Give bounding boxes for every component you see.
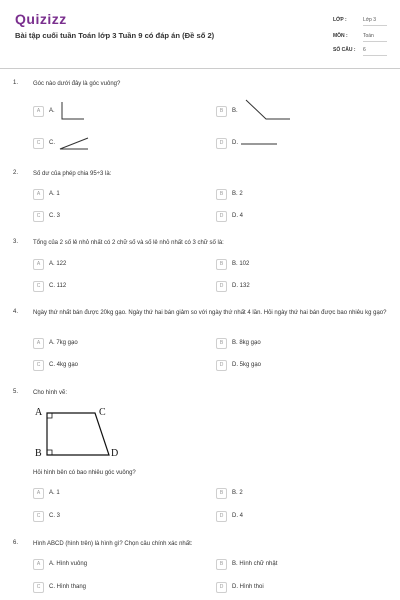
option-letter: D bbox=[216, 360, 227, 371]
option-text: C. Hình thang bbox=[49, 584, 87, 590]
option-text: A. 1 bbox=[49, 191, 60, 197]
acute-angle-icon bbox=[58, 136, 90, 152]
option-letter: C bbox=[33, 511, 44, 522]
header-divider bbox=[0, 68, 400, 69]
option-letter: A bbox=[33, 338, 44, 349]
option-text: B. 8kg gạo bbox=[232, 340, 261, 346]
option-letter: B bbox=[216, 189, 227, 200]
meta-key: LỚP : bbox=[333, 17, 347, 23]
option-text: B. Hình chữ nhật bbox=[232, 561, 278, 567]
option-text: B. bbox=[232, 108, 238, 114]
quizizz-logo: Quizizz bbox=[15, 11, 67, 27]
option-text: D. Hình thoi bbox=[232, 584, 264, 590]
option-letter: B bbox=[216, 488, 227, 499]
trapezoid-shape bbox=[33, 407, 123, 463]
option-text: A. Hình vuông bbox=[49, 561, 88, 567]
option-text: D. 4 bbox=[232, 213, 244, 219]
option-text: C. 3 bbox=[49, 513, 61, 519]
meta-key: MÔN : bbox=[333, 33, 348, 39]
option-text: D. 4 bbox=[232, 513, 244, 519]
vertex-label-b: B bbox=[35, 448, 42, 459]
option-letter: C bbox=[33, 281, 44, 292]
option-letter: D bbox=[216, 582, 227, 593]
option-text: A. 1 bbox=[49, 490, 60, 496]
option-text: C. bbox=[49, 140, 55, 146]
vertex-label-c: C bbox=[99, 407, 106, 418]
option-letter: C bbox=[33, 582, 44, 593]
option-text: D. 5kg gạo bbox=[232, 362, 262, 368]
option-letter: B bbox=[216, 259, 227, 270]
option-text: B. 102 bbox=[232, 261, 250, 267]
option-letter: B bbox=[216, 559, 227, 570]
meta-value: 6 bbox=[363, 47, 387, 56]
question-number: 2. bbox=[13, 170, 19, 176]
option-letter: C bbox=[33, 360, 44, 371]
option-letter: A bbox=[33, 559, 44, 570]
option-text: D. bbox=[232, 140, 238, 146]
option-letter: D bbox=[216, 511, 227, 522]
option-letter: A bbox=[33, 259, 44, 270]
option-letter: B bbox=[216, 338, 227, 349]
obtuse-angle-icon bbox=[244, 98, 292, 122]
question-text: Số dư của phép chia 95÷3 là: bbox=[33, 171, 112, 177]
question-number: 1. bbox=[13, 80, 19, 86]
question-number: 3. bbox=[13, 239, 19, 245]
question-text: Hỏi hình bên có bao nhiêu góc vuông? bbox=[33, 470, 136, 476]
straight-angle-icon bbox=[240, 141, 278, 147]
option-letter: D bbox=[216, 281, 227, 292]
option-letter: A bbox=[33, 189, 44, 200]
option-letter: D bbox=[216, 138, 227, 149]
option-letter: A bbox=[33, 106, 44, 117]
question-text: Hình ABCD (hình trên) là hình gì? Chọn câu chính xác nhất: bbox=[33, 541, 193, 547]
right-angle-icon bbox=[60, 100, 86, 122]
option-letter: C bbox=[33, 211, 44, 222]
vertex-label-d: D bbox=[111, 448, 119, 459]
option-text: A. bbox=[49, 108, 55, 114]
question-number: 5. bbox=[13, 389, 19, 395]
trapezoid-figure bbox=[33, 407, 123, 463]
option-text: A. 122 bbox=[49, 261, 67, 267]
option-text: C. 3 bbox=[49, 213, 61, 219]
meta-key: SỐ CÂU : bbox=[333, 47, 356, 53]
question-number: 4. bbox=[13, 309, 19, 315]
vertex-label-a: A bbox=[35, 407, 43, 418]
meta-value: Toán bbox=[363, 33, 387, 42]
question-number: 6. bbox=[13, 540, 19, 546]
option-text: C. 112 bbox=[49, 283, 67, 289]
option-text: B. 2 bbox=[232, 490, 243, 496]
question-text: Tổng của 2 số lẻ nhỏ nhất có 2 chữ số và số lẻ nhỏ nhất có 3 chữ số là: bbox=[33, 240, 224, 246]
option-letter: A bbox=[33, 488, 44, 499]
option-letter: B bbox=[216, 106, 227, 117]
option-letter: D bbox=[216, 211, 227, 222]
option-text: C. 4kg gạo bbox=[49, 362, 79, 368]
worksheet-header bbox=[0, 0, 400, 68]
option-text: B. 2 bbox=[232, 191, 243, 197]
question-text: Ngày thứ nhất bán được 20kg gạo. Ngày thứ hai bán giảm so với ngày thứ nhất 4 lần. Hỏi ngày thứ hai bán được bao nhiêu kg gạo? bbox=[33, 310, 387, 316]
option-text: D. 132 bbox=[232, 283, 250, 289]
question-text: Góc nào dưới đây là góc vuông? bbox=[33, 81, 121, 87]
page-title: Bài tập cuối tuần Toán lớp 3 Tuần 9 có đáp án (Đề số 2) bbox=[15, 31, 215, 40]
question-text: Cho hình vẽ: bbox=[33, 390, 68, 396]
option-letter: C bbox=[33, 138, 44, 149]
meta-value: Lớp 3 bbox=[363, 17, 387, 26]
option-text: A. 7kg gạo bbox=[49, 340, 78, 346]
